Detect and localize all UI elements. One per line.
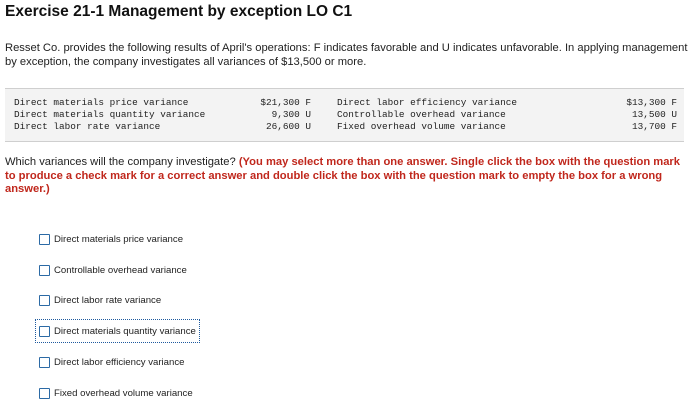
option-direct-labor-rate-variance[interactable] bbox=[39, 292, 161, 308]
checkbox[interactable] bbox=[39, 357, 50, 368]
checkbox[interactable] bbox=[39, 265, 50, 276]
question-text: Which variances will the company investigate? bbox=[5, 156, 236, 168]
option-controllable-overhead-variance[interactable] bbox=[39, 262, 187, 278]
checkbox[interactable] bbox=[39, 326, 50, 337]
option-direct-materials-price-variance[interactable] bbox=[39, 231, 183, 247]
option-fixed-overhead-volume-variance[interactable] bbox=[39, 385, 193, 401]
variance-label: Direct materials price variance bbox=[14, 97, 189, 108]
variance-label: Direct labor efficiency variance bbox=[337, 97, 518, 108]
exercise-title: Exercise 21-1 Management by exception LO C1 bbox=[5, 3, 353, 20]
option-label: Direct labor efficiency variance bbox=[54, 356, 185, 368]
variance-label: Direct materials quantity variance bbox=[14, 109, 206, 120]
checkbox[interactable] bbox=[39, 295, 50, 306]
table-row bbox=[5, 109, 684, 121]
variance-amount: 9,300 U bbox=[271, 109, 311, 120]
question-prompt bbox=[5, 156, 693, 197]
checkbox[interactable] bbox=[39, 234, 50, 245]
option-direct-labor-efficiency-variance[interactable] bbox=[39, 354, 184, 370]
table-row bbox=[5, 121, 684, 133]
option-label: Direct labor rate variance bbox=[54, 294, 162, 306]
option-label: Direct materials price variance bbox=[54, 233, 184, 245]
checkbox[interactable] bbox=[39, 388, 50, 399]
variance-label: Direct labor rate variance bbox=[14, 121, 161, 132]
option-direct-materials-quantity-variance[interactable] bbox=[39, 323, 196, 339]
variance-amount: 13,500 U bbox=[631, 109, 677, 120]
problem-intro: Resset Co. provides the following results of April's operations: F indicates favorable and U indicates unfavorable. In applying management by exception, the company investigates all variances of $13,500 or more. bbox=[5, 42, 688, 68]
variance-table bbox=[5, 88, 684, 142]
variance-label: Fixed overhead volume variance bbox=[337, 121, 506, 132]
table-row bbox=[5, 97, 684, 109]
option-label: Direct materials quantity variance bbox=[54, 325, 196, 337]
question-instruction: (You may select more than one answer. Single click the box with the question mark to produce a check mark for a correct answer and double click the box with the question mark to empty the box for a wrong answer.) bbox=[5, 156, 681, 195]
variance-amount: 26,600 U bbox=[265, 121, 311, 132]
option-label: Controllable overhead variance bbox=[54, 264, 187, 276]
variance-amount: $21,300 F bbox=[260, 97, 311, 108]
option-label: Fixed overhead volume variance bbox=[54, 387, 193, 399]
variance-amount: $13,300 F bbox=[626, 97, 677, 108]
variance-amount: 13,700 F bbox=[631, 121, 677, 132]
variance-label: Controllable overhead variance bbox=[337, 109, 506, 120]
